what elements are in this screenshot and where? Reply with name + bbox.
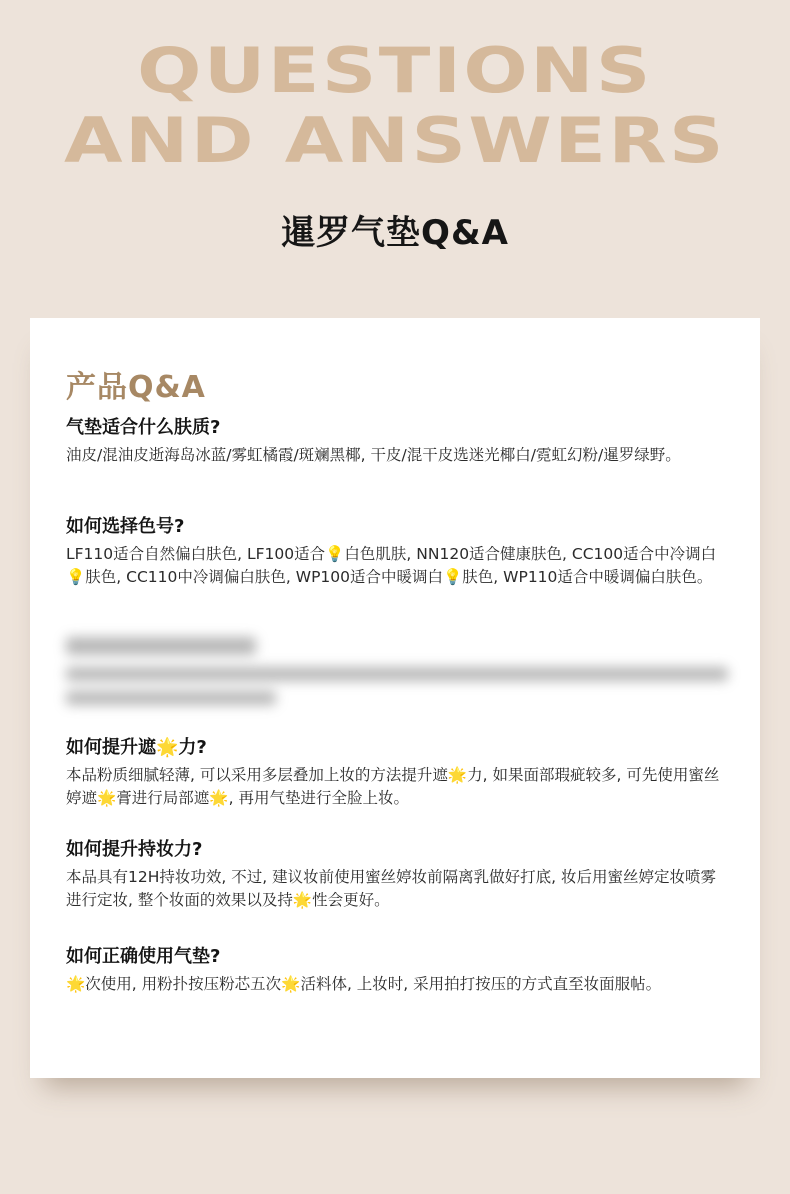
blurred-answer-line — [66, 667, 728, 681]
blurred-question — [66, 637, 256, 655]
answer: 油皮/混油皮逝海岛冰蓝/雾虹橘霞/斑斓黑椰, 干皮/混干皮选迷光椰白/霓虹幻粉/暹罗绿野。 — [66, 446, 681, 464]
qa-item-usage — [66, 945, 728, 996]
answer: 本品具有12H持妆功效, 不过, 建议妆前使用蜜丝婷妆前隔离乳做好打底, 妆后用蜜丝婷定妆喷雾进行定妆, 整个妆面的效果以及持🌟性会更好。 — [66, 868, 716, 909]
blurred-answer-line — [66, 691, 276, 705]
card-title: 产品Q&A — [66, 370, 206, 405]
hero-line-1: QUESTIONS — [137, 34, 653, 107]
blurred-qa-item — [66, 633, 728, 713]
qa-item-skin-type — [66, 416, 728, 467]
question: 如何提升遮🌟力? — [66, 737, 207, 758]
qa-item-longevity — [66, 838, 728, 912]
qa-card — [30, 318, 760, 1078]
hero-heading — [0, 36, 790, 176]
answer: LF110适合自然偏白肤色, LF100适合💡白色肌肤, NN120适合健康肤色, CC100适合中冷调白💡肤色, CC110中冷调偏白肤色, WP100适合中暖调白💡肤色, WP110适合中暖调偏白肤色。 — [66, 545, 717, 586]
question: 气垫适合什么肤质? — [66, 417, 221, 438]
hero-line-2: AND ANSWERS — [64, 104, 726, 177]
answer: 本品粉质细腻轻薄, 可以采用多层叠加上妆的方法提升遮🌟力, 如果面部瑕疵较多, 可先使用蜜丝婷遮🌟膏进行局部遮🌟, 再用气垫进行全脸上妆。 — [66, 766, 720, 807]
qa-item-shade — [66, 515, 728, 589]
answer: 🌟次使用, 用粉扑按压粉芯五次🌟活料体, 上妆时, 采用拍打按压的方式直至妆面服帖。 — [66, 975, 662, 993]
page-subtitle: 暹罗气垫Q&A — [281, 213, 509, 253]
question: 如何提升持妆力? — [66, 839, 203, 860]
question: 如何正确使用气垫? — [66, 946, 221, 967]
qa-item-coverage — [66, 736, 728, 810]
question: 如何选择色号? — [66, 516, 185, 537]
